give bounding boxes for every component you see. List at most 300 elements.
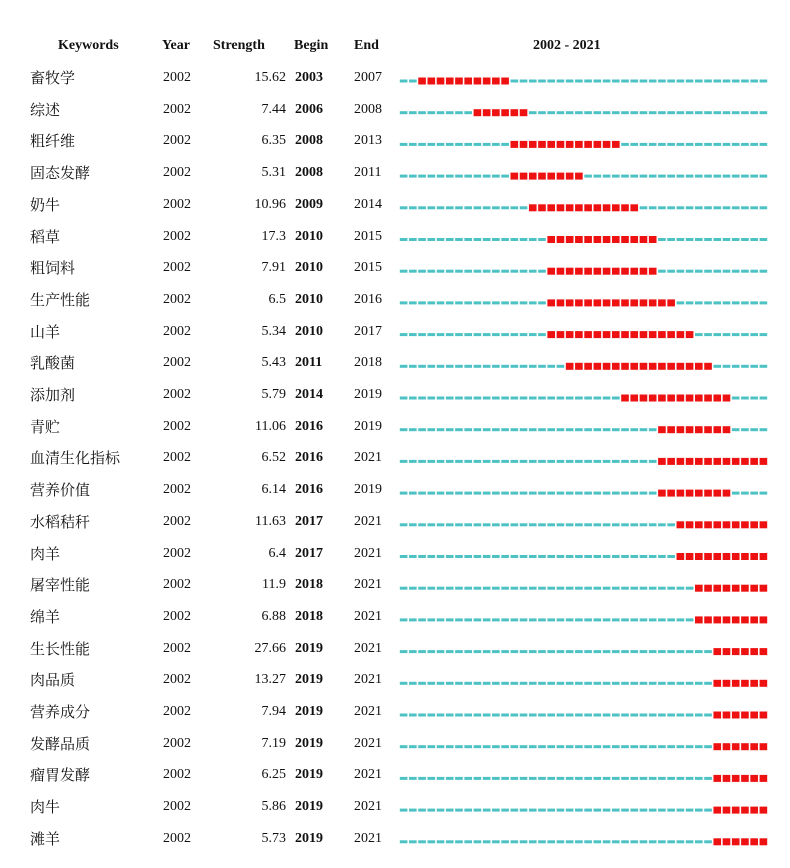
burst-segment — [732, 648, 740, 655]
burst-segment — [741, 585, 749, 592]
burst-segment — [557, 141, 565, 148]
baseline-segment — [566, 745, 574, 748]
burst-segment — [612, 236, 620, 243]
baseline-segment — [455, 143, 463, 146]
baseline-segment — [455, 333, 463, 336]
baseline-segment — [584, 523, 592, 526]
year-cell: 2002 — [163, 165, 191, 181]
burst-segment — [566, 236, 574, 243]
baseline-segment — [612, 840, 620, 843]
baseline-segment — [667, 840, 675, 843]
baseline-segment — [464, 270, 472, 273]
burst-segment — [547, 299, 555, 306]
baseline-segment — [538, 555, 546, 558]
burst-segment — [640, 363, 648, 370]
burst-segment — [732, 775, 740, 782]
baseline-segment — [511, 206, 519, 209]
baseline-segment — [603, 618, 611, 621]
burst-segment — [750, 648, 758, 655]
baseline-segment — [418, 650, 426, 653]
end-cell: 2013 — [354, 133, 382, 149]
baseline-segment — [520, 809, 528, 812]
baseline-segment — [557, 111, 565, 114]
baseline-segment — [501, 301, 509, 304]
baseline-segment — [501, 206, 509, 209]
baseline-segment — [418, 460, 426, 463]
baseline-segment — [584, 618, 592, 621]
baseline-segment — [677, 206, 685, 209]
baseline-segment — [649, 523, 657, 526]
burst-segment — [658, 299, 666, 306]
baseline-segment — [612, 650, 620, 653]
baseline-segment — [418, 175, 426, 178]
baseline-segment — [723, 175, 731, 178]
baseline-segment — [437, 238, 445, 241]
burst-row — [400, 268, 767, 275]
baseline-segment — [667, 587, 675, 590]
baseline-segment — [547, 555, 555, 558]
baseline-segment — [640, 460, 648, 463]
burst-segment — [704, 458, 712, 465]
baseline-segment — [474, 175, 482, 178]
baseline-segment — [704, 143, 712, 146]
baseline-segment — [547, 809, 555, 812]
baseline-segment — [594, 111, 602, 114]
baseline-segment — [483, 587, 491, 590]
baseline-segment — [640, 587, 648, 590]
baseline-segment — [704, 650, 712, 653]
baseline-segment — [511, 809, 519, 812]
baseline-segment — [455, 682, 463, 685]
burst-segment — [704, 395, 712, 402]
burst-segment — [667, 426, 675, 433]
baseline-segment — [686, 143, 694, 146]
baseline-segment — [603, 397, 611, 400]
baseline-segment — [566, 492, 574, 495]
baseline-segment — [538, 682, 546, 685]
baseline-segment — [538, 80, 546, 83]
burst-segment — [704, 490, 712, 497]
burst-segment — [538, 173, 546, 180]
baseline-segment — [658, 238, 666, 241]
baseline-segment — [695, 809, 703, 812]
baseline-segment — [677, 809, 685, 812]
baseline-segment — [427, 492, 435, 495]
baseline-segment — [686, 238, 694, 241]
strength-cell: 6.25 — [261, 767, 286, 783]
baseline-segment — [446, 111, 454, 114]
burst-segment — [538, 141, 546, 148]
baseline-segment — [704, 270, 712, 273]
burst-segment — [760, 807, 768, 814]
baseline-segment — [437, 428, 445, 431]
baseline-segment — [566, 840, 574, 843]
baseline-segment — [455, 650, 463, 653]
baseline-segment — [409, 80, 417, 83]
baseline-segment — [446, 492, 454, 495]
burst-segment — [594, 299, 602, 306]
baseline-segment — [732, 397, 740, 400]
baseline-segment — [418, 365, 426, 368]
keyword-cell: 粗纤维 — [30, 132, 76, 151]
baseline-segment — [418, 555, 426, 558]
baseline-segment — [713, 206, 721, 209]
baseline-segment — [464, 428, 472, 431]
baseline-segment — [418, 238, 426, 241]
burst-segment — [760, 585, 768, 592]
baseline-segment — [547, 682, 555, 685]
strength-cell: 5.79 — [261, 387, 286, 402]
baseline-segment — [557, 650, 565, 653]
baseline-segment — [658, 840, 666, 843]
baseline-segment — [492, 333, 500, 336]
end-cell: 2015 — [354, 260, 382, 276]
baseline-segment — [464, 460, 472, 463]
baseline-segment — [455, 745, 463, 748]
baseline-segment — [529, 682, 537, 685]
baseline-segment — [464, 301, 472, 304]
baseline-segment — [409, 175, 417, 178]
baseline-segment — [418, 492, 426, 495]
baseline-segment — [594, 492, 602, 495]
baseline-segment — [612, 397, 620, 400]
keyword-cell: 营养价值 — [30, 481, 91, 500]
baseline-segment — [658, 650, 666, 653]
burst-segment — [612, 268, 620, 275]
baseline-segment — [621, 777, 629, 780]
keyword-cell: 生产性能 — [30, 290, 91, 309]
burst-row — [400, 743, 767, 750]
baseline-segment — [566, 460, 574, 463]
baseline-segment — [427, 175, 435, 178]
burst-segment — [566, 299, 574, 306]
baseline-segment — [750, 428, 758, 431]
baseline-segment — [713, 80, 721, 83]
baseline-segment — [437, 587, 445, 590]
baseline-segment — [437, 682, 445, 685]
baseline-segment — [704, 745, 712, 748]
baseline-segment — [483, 492, 491, 495]
baseline-segment — [750, 143, 758, 146]
baseline-segment — [455, 777, 463, 780]
baseline-segment — [511, 555, 519, 558]
baseline-segment — [437, 618, 445, 621]
burst-segment — [603, 236, 611, 243]
baseline-segment — [427, 555, 435, 558]
baseline-segment — [501, 682, 509, 685]
burst-segment — [667, 363, 675, 370]
baseline-segment — [511, 777, 519, 780]
baseline-segment — [649, 587, 657, 590]
baseline-segment — [667, 777, 675, 780]
baseline-segment — [409, 618, 417, 621]
baseline-segment — [501, 587, 509, 590]
baseline-segment — [723, 333, 731, 336]
baseline-segment — [557, 682, 565, 685]
baseline-segment — [686, 587, 694, 590]
baseline-segment — [612, 492, 620, 495]
baseline-segment — [529, 270, 537, 273]
baseline-segment — [446, 206, 454, 209]
burst-segment — [667, 299, 675, 306]
baseline-segment — [511, 365, 519, 368]
burst-segment — [695, 553, 703, 560]
burst-segment — [686, 331, 694, 338]
burst-segment — [723, 426, 731, 433]
burst-segment — [584, 268, 592, 275]
begin-cell: 2010 — [295, 291, 323, 307]
baseline-segment — [575, 555, 583, 558]
burst-segment — [621, 204, 629, 211]
baseline-segment — [437, 714, 445, 717]
year-cell: 2002 — [163, 291, 191, 307]
baseline-segment — [603, 809, 611, 812]
baseline-segment — [409, 397, 417, 400]
baseline-segment — [612, 111, 620, 114]
burst-segment — [686, 490, 694, 497]
baseline-segment — [741, 111, 749, 114]
baseline-segment — [501, 492, 509, 495]
baseline-segment — [483, 523, 491, 526]
burst-segment — [741, 807, 749, 814]
baseline-segment — [603, 714, 611, 717]
baseline-segment — [427, 587, 435, 590]
baseline-segment — [492, 238, 500, 241]
baseline-segment — [529, 714, 537, 717]
baseline-segment — [418, 428, 426, 431]
burst-segment — [704, 521, 712, 528]
burst-segment — [649, 299, 657, 306]
baseline-segment — [612, 809, 620, 812]
baseline-segment — [695, 80, 703, 83]
burst-segment — [760, 521, 768, 528]
baseline-segment — [400, 777, 408, 780]
baseline-segment — [455, 460, 463, 463]
baseline-segment — [446, 333, 454, 336]
baseline-segment — [427, 333, 435, 336]
baseline-segment — [584, 682, 592, 685]
baseline-segment — [446, 618, 454, 621]
baseline-segment — [418, 587, 426, 590]
burst-segment — [695, 585, 703, 592]
burst-segment — [713, 426, 721, 433]
baseline-segment — [409, 809, 417, 812]
burst-segment — [723, 616, 731, 623]
baseline-segment — [750, 270, 758, 273]
burst-segment — [741, 838, 749, 845]
baseline-segment — [464, 682, 472, 685]
burst-segment — [760, 616, 768, 623]
baseline-segment — [649, 714, 657, 717]
baseline-segment — [649, 80, 657, 83]
baseline-segment — [630, 840, 638, 843]
burst-segment — [649, 395, 657, 402]
burst-segment — [501, 109, 509, 116]
baseline-segment — [621, 650, 629, 653]
baseline-segment — [575, 777, 583, 780]
baseline-segment — [455, 428, 463, 431]
baseline-segment — [557, 840, 565, 843]
baseline-segment — [474, 365, 482, 368]
baseline-segment — [584, 809, 592, 812]
baseline-segment — [529, 460, 537, 463]
begin-cell: 2010 — [295, 228, 323, 244]
begin-cell: 2019 — [295, 830, 323, 846]
baseline-segment — [409, 365, 417, 368]
burst-segment — [741, 553, 749, 560]
burst-segment — [723, 743, 731, 750]
burst-segment — [511, 173, 519, 180]
baseline-segment — [483, 238, 491, 241]
baseline-segment — [566, 777, 574, 780]
burst-segment — [732, 680, 740, 687]
baseline-segment — [455, 587, 463, 590]
baseline-segment — [409, 333, 417, 336]
baseline-segment — [594, 714, 602, 717]
burst-segment — [713, 680, 721, 687]
baseline-segment — [649, 175, 657, 178]
year-cell: 2002 — [163, 228, 191, 244]
burst-segment — [732, 521, 740, 528]
baseline-segment — [630, 175, 638, 178]
baseline-segment — [750, 301, 758, 304]
baseline-segment — [603, 587, 611, 590]
baseline-segment — [723, 111, 731, 114]
baseline-segment — [464, 745, 472, 748]
baseline-segment — [418, 523, 426, 526]
strength-cell: 6.5 — [268, 291, 286, 307]
baseline-segment — [427, 618, 435, 621]
baseline-segment — [750, 80, 758, 83]
baseline-segment — [427, 777, 435, 780]
baseline-segment — [492, 777, 500, 780]
baseline-segment — [474, 745, 482, 748]
baseline-segment — [630, 682, 638, 685]
baseline-segment — [529, 745, 537, 748]
baseline-segment — [640, 745, 648, 748]
strength-cell: 27.66 — [254, 640, 286, 656]
baseline-segment — [464, 238, 472, 241]
burst-segment — [594, 236, 602, 243]
baseline-segment — [594, 809, 602, 812]
baseline-segment — [529, 111, 537, 114]
baseline-segment — [704, 238, 712, 241]
baseline-segment — [557, 428, 565, 431]
burst-segment — [695, 426, 703, 433]
baseline-segment — [492, 650, 500, 653]
burst-segment — [741, 775, 749, 782]
baseline-segment — [492, 618, 500, 621]
burst-segment — [713, 743, 721, 750]
burst-segment — [723, 648, 731, 655]
baseline-segment — [483, 270, 491, 273]
burst-segment — [658, 426, 666, 433]
baseline-segment — [492, 301, 500, 304]
baseline-segment — [584, 555, 592, 558]
baseline-segment — [575, 682, 583, 685]
burst-segment — [557, 236, 565, 243]
end-cell: 2014 — [354, 196, 382, 212]
burst-segment — [686, 426, 694, 433]
baseline-segment — [667, 175, 675, 178]
baseline-segment — [695, 206, 703, 209]
burst-segment — [686, 521, 694, 528]
burst-segment — [483, 109, 491, 116]
burst-row — [400, 173, 767, 180]
burst-segment — [492, 78, 500, 85]
burst-segment — [566, 268, 574, 275]
end-cell: 2021 — [354, 799, 382, 815]
burst-segment — [612, 204, 620, 211]
baseline-segment — [520, 745, 528, 748]
baseline-segment — [667, 682, 675, 685]
burst-segment — [741, 648, 749, 655]
baseline-segment — [547, 111, 555, 114]
begin-cell: 2010 — [295, 260, 323, 276]
baseline-segment — [713, 270, 721, 273]
baseline-segment — [529, 428, 537, 431]
baseline-segment — [649, 777, 657, 780]
baseline-segment — [640, 714, 648, 717]
baseline-segment — [492, 682, 500, 685]
baseline-segment — [409, 777, 417, 780]
baseline-segment — [492, 206, 500, 209]
baseline-segment — [520, 206, 528, 209]
baseline-segment — [760, 111, 768, 114]
begin-cell: 2011 — [295, 355, 323, 371]
end-cell: 2021 — [354, 640, 382, 656]
keyword-cell: 屠宰性能 — [30, 576, 91, 595]
burst-segment — [575, 331, 583, 338]
baseline-segment — [409, 460, 417, 463]
baseline-segment — [446, 175, 454, 178]
keyword-cell: 固态发酵 — [30, 164, 91, 183]
baseline-segment — [538, 333, 546, 336]
baseline-segment — [474, 143, 482, 146]
baseline-segment — [750, 111, 758, 114]
year-cell: 2002 — [163, 260, 191, 276]
burst-segment — [732, 585, 740, 592]
baseline-segment — [677, 714, 685, 717]
baseline-segment — [418, 397, 426, 400]
baseline-segment — [464, 618, 472, 621]
burst-segment — [649, 236, 657, 243]
baseline-segment — [520, 777, 528, 780]
baseline-segment — [677, 587, 685, 590]
burst-segment — [621, 299, 629, 306]
strength-cell: 7.91 — [261, 260, 286, 276]
baseline-segment — [686, 301, 694, 304]
baseline-segment — [760, 492, 768, 495]
baseline-segment — [760, 270, 768, 273]
baseline-segment — [400, 618, 408, 621]
baseline-segment — [538, 270, 546, 273]
baseline-segment — [547, 650, 555, 653]
burst-segment — [584, 331, 592, 338]
baseline-segment — [492, 745, 500, 748]
burst-segment — [658, 363, 666, 370]
burst-segment — [750, 680, 758, 687]
baseline-segment — [557, 397, 565, 400]
baseline-segment — [603, 777, 611, 780]
burst-row — [400, 109, 767, 116]
baseline-segment — [464, 333, 472, 336]
burst-segment — [695, 395, 703, 402]
baseline-segment — [667, 650, 675, 653]
baseline-segment — [630, 650, 638, 653]
baseline-segment — [492, 175, 500, 178]
baseline-segment — [594, 80, 602, 83]
